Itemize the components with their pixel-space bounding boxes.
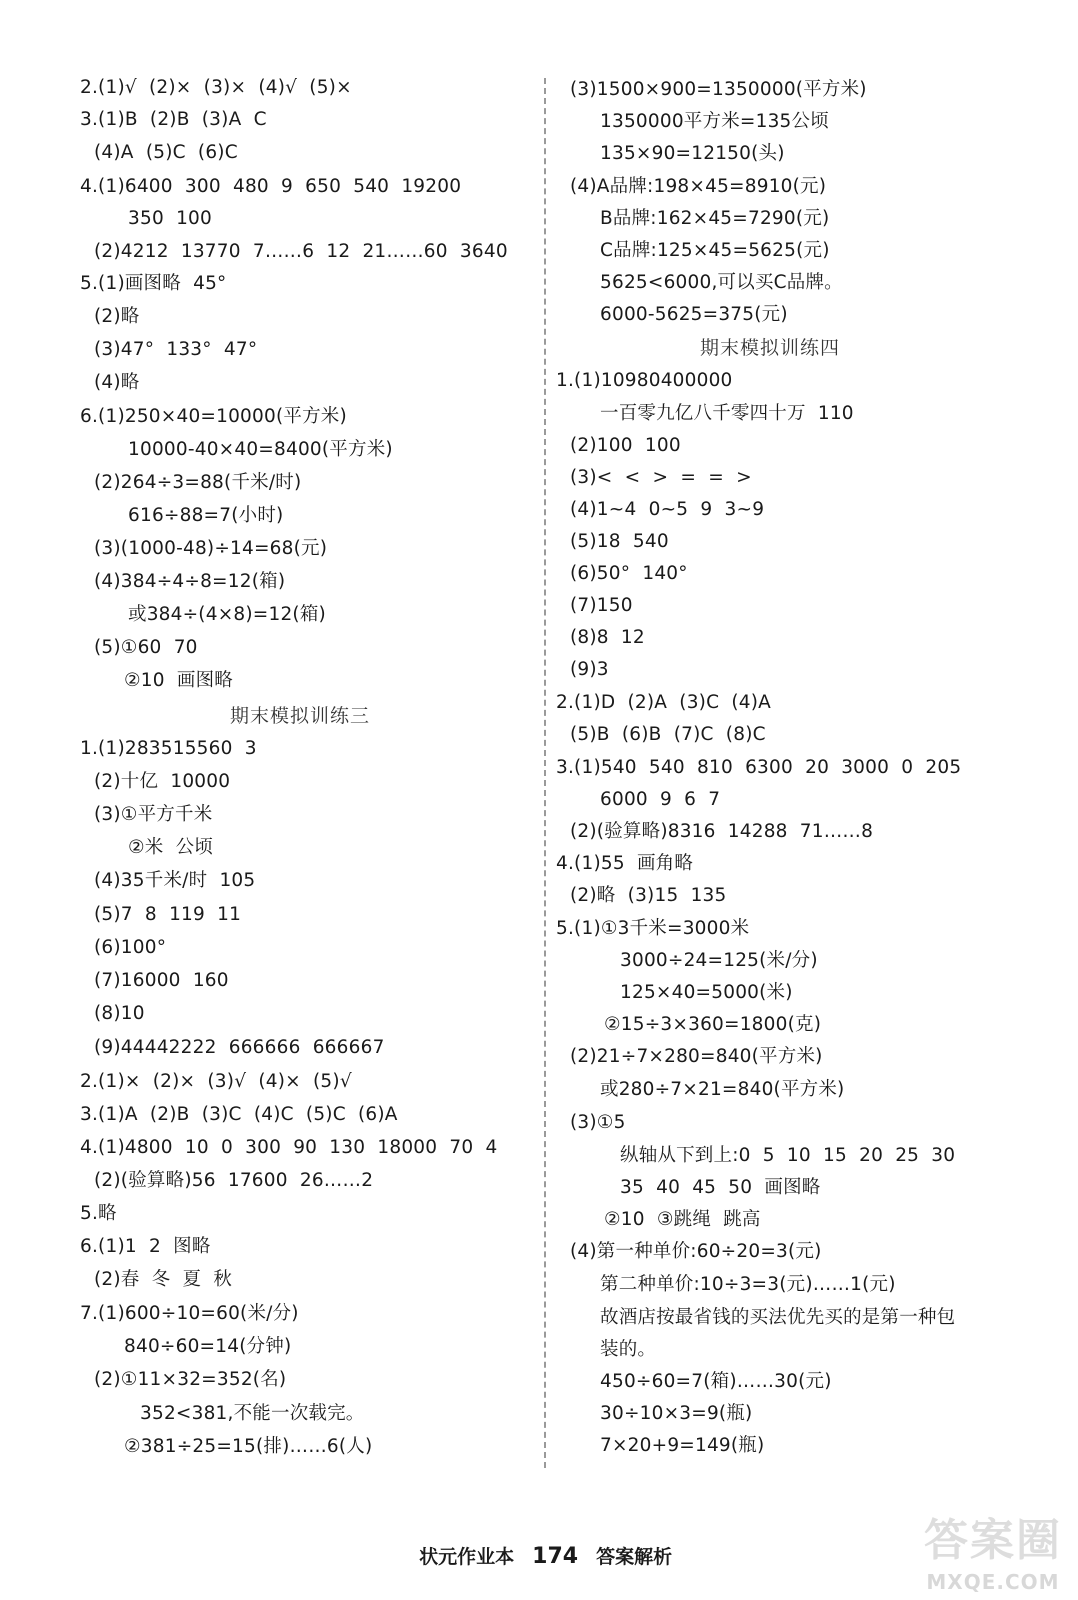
watermark-mark: 答案圈 [924, 1515, 1062, 1566]
answer-line: 35 40 45 50 画图略 [620, 1177, 821, 1198]
answer-line: 5.(1)画图略 45° [80, 273, 227, 294]
answer-line: (5)18 540 [570, 531, 669, 552]
answer-line: (9)3 [570, 659, 609, 680]
answer-line: 6000-5625=375(元) [600, 304, 788, 325]
answer-line: (7)16000 160 [94, 970, 229, 991]
answer-line: 3.(1)540 540 810 6300 20 3000 0 205 [556, 757, 962, 778]
answer-line: (6)50° 140° [570, 563, 688, 584]
answer-line: ②10 画图略 [124, 670, 233, 691]
answer-line: (2)略 [94, 306, 140, 327]
answer-line: (2)264÷3=88(千米/时) [94, 472, 302, 493]
answer-line: (9)44442222 666666 666667 [94, 1037, 385, 1058]
answer-line: B品牌:162×45=7290(元) [600, 208, 830, 229]
answer-line: (3)(1000-48)÷14=68(元) [94, 538, 328, 559]
answer-line: (4)35千米/时 105 [94, 870, 256, 891]
answer-line: 4.(1)55 画角略 [556, 853, 694, 874]
answer-line: ②381÷25=15(排)……6(人) [124, 1436, 373, 1457]
answer-line: (2)①11×32=352(名) [94, 1369, 287, 1390]
answer-line: (5)B (6)B (7)C (8)C [570, 724, 766, 745]
answer-line: 4.(1)4800 10 0 300 90 130 18000 70 4 [80, 1137, 498, 1158]
column-divider [544, 78, 546, 1468]
answer-line: 2.(1)× (2)× (3)√ (4)× (5)√ [80, 1071, 352, 1092]
answer-line: 352<381,不能一次载完。 [140, 1403, 365, 1424]
answer-line: 3000÷24=125(米/分) [620, 950, 818, 971]
answer-line: 4.(1)6400 300 480 9 650 540 19200 [80, 176, 462, 197]
answer-line: 10000-40×40=8400(平方米) [128, 439, 393, 460]
answer-line: 5.略 [80, 1203, 117, 1224]
watermark-logo [918, 1504, 1068, 1594]
answer-line: (2)春 冬 夏 秋 [94, 1269, 233, 1290]
answer-line: (4)A (5)C (6)C [94, 142, 238, 163]
answer-line: 5625<6000,可以买C品牌。 [600, 272, 843, 293]
answer-line: 3.(1)B (2)B (3)A C [80, 109, 267, 130]
answer-line: (3)1500×900=1350000(平方米) [570, 79, 867, 100]
answer-line: 6.(1)250×40=10000(平方米) [80, 406, 347, 427]
page-number: 174 [532, 1544, 579, 1569]
answer-line: (7)150 [570, 595, 633, 616]
section-label: 答案解析 [596, 1546, 673, 1568]
watermark-site: MXQE.COM [926, 1570, 1060, 1594]
answer-line: 350 100 [128, 208, 212, 229]
answer-line: 840÷60=14(分钟) [124, 1336, 292, 1357]
answer-line: (5)①60 70 [94, 637, 198, 658]
answer-line: 7×20+9=149(瓶) [600, 1435, 765, 1456]
answer-line: 30÷10×3=9(瓶) [600, 1403, 753, 1424]
answer-line: C品牌:125×45=5625(元) [600, 240, 830, 261]
answer-line: (4)384÷4÷8=12(箱) [94, 571, 286, 592]
answer-line: (4)略 [94, 372, 140, 393]
answer-line: 450÷60=7(箱)……30(元) [600, 1371, 832, 1392]
answer-line: 装的。 [600, 1339, 657, 1360]
answer-line: 1.(1)283515560 3 [80, 738, 257, 759]
answer-line: (6)100° [94, 937, 167, 958]
page-footer [0, 1520, 1078, 1569]
answer-line: ②10 ③跳绳 跳高 [604, 1209, 761, 1230]
answer-line: (3)①平方千米 [94, 804, 213, 825]
answer-line: (2)21÷7×280=840(平方米) [570, 1046, 823, 1067]
answer-line: 故酒店按最省钱的买法优先买的是第一种包 [600, 1307, 956, 1328]
answer-line: 一百零九亿八千零四十万 110 [600, 403, 854, 424]
answer-line: 纵轴从下到上:0 5 10 15 20 25 30 [620, 1145, 956, 1166]
answer-line: 2.(1)D (2)A (3)C (4)A [556, 692, 772, 713]
answer-line: (8)8 12 [570, 627, 645, 648]
answer-line: (3)①5 [570, 1112, 626, 1133]
answer-line: 6.(1)1 2 图略 [80, 1236, 211, 1257]
answer-line: 3.(1)A (2)B (3)C (4)C (5)C (6)A [80, 1104, 398, 1125]
answer-line: (2)十亿 10000 [94, 771, 231, 792]
answer-line: ②15÷3×360=1800(克) [604, 1014, 822, 1035]
answer-line: (2)(验算略)56 17600 26……2 [94, 1170, 374, 1191]
answer-line: (4)1~4 0~5 9 3~9 [570, 499, 765, 520]
answer-line: 125×40=5000(米) [620, 982, 793, 1003]
answer-line: (3)< < > = = > [570, 467, 752, 488]
answer-line: 1350000平方米=135公顷 [600, 111, 829, 132]
book-title: 状元作业本 [419, 1546, 515, 1568]
answer-line: (2)4212 13770 7……6 12 21……60 3640 [94, 241, 508, 262]
answer-line: 或384÷(4×8)=12(箱) [128, 604, 326, 625]
answer-line: (8)10 [94, 1003, 145, 1024]
answer-line: (2)100 100 [570, 435, 681, 456]
answer-line: (4)A品牌:198×45=8910(元) [570, 176, 827, 197]
answer-line: 1.(1)10980400000 [556, 370, 733, 391]
section-title: 期末模拟训练三 [230, 705, 371, 727]
answer-line: 616÷88=7(小时) [128, 505, 284, 526]
answer-line: (2)略 (3)15 135 [570, 885, 727, 906]
answer-line: 2.(1)√ (2)× (3)× (4)√ (5)× [80, 77, 352, 98]
answer-line: 5.(1)①3千米=3000米 [556, 918, 750, 939]
answer-line: 135×90=12150(头) [600, 143, 785, 164]
answer-line: 或280÷7×21=840(平方米) [600, 1079, 845, 1100]
answer-line: ②米 公顷 [128, 837, 214, 858]
answer-line: (4)第一种单价:60÷20=3(元) [570, 1241, 822, 1262]
answer-line: 第二种单价:10÷3=3(元)……1(元) [600, 1274, 896, 1295]
section-title: 期末模拟训练四 [700, 337, 841, 359]
answer-line: (2)(验算略)8316 14288 71……8 [570, 821, 874, 842]
answer-line: (3)47° 133° 47° [94, 339, 258, 360]
answer-line: (5)7 8 119 11 [94, 904, 242, 925]
answer-line: 7.(1)600÷10=60(米/分) [80, 1303, 299, 1324]
answer-line: 6000 9 6 7 [600, 789, 721, 810]
